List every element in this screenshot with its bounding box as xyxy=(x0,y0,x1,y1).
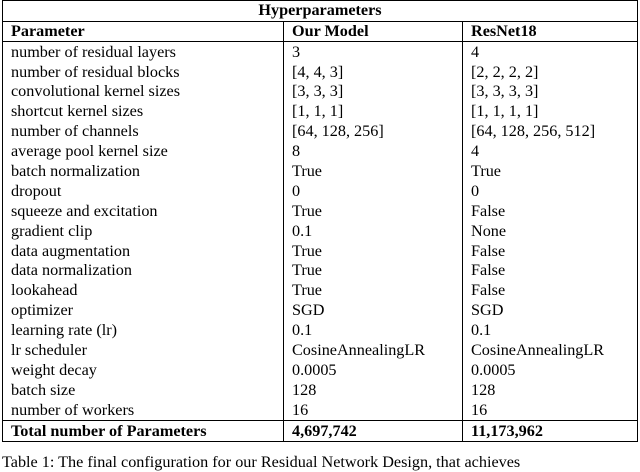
parameter-cell: learning rate (lr) xyxy=(3,321,284,341)
resnet18-cell: [1, 1, 1, 1] xyxy=(463,102,638,122)
table-title-row xyxy=(3,1,638,22)
parameter-cell: lookahead xyxy=(3,281,284,301)
our-model-cell: [1, 1, 1] xyxy=(284,102,463,122)
table-header-row xyxy=(3,22,638,42)
parameter-cell: squeeze and excitation xyxy=(3,202,284,222)
table-row xyxy=(3,182,638,202)
table-row xyxy=(3,281,638,301)
our-model-cell: 3 xyxy=(284,42,463,62)
resnet18-cell: False xyxy=(463,281,638,301)
resnet18-cell: SGD xyxy=(463,301,638,321)
table-row xyxy=(3,102,638,122)
table-row xyxy=(3,341,638,361)
table-row xyxy=(3,400,638,420)
table-row xyxy=(3,42,638,62)
our-model-cell: SGD xyxy=(284,301,463,321)
resnet18-cell: 0 xyxy=(463,182,638,202)
parameter-cell: number of channels xyxy=(3,122,284,142)
table-row xyxy=(3,261,638,281)
our-model-cell: 128 xyxy=(284,381,463,401)
our-model-cell: True xyxy=(284,202,463,222)
resnet18-cell: 4 xyxy=(463,142,638,162)
parameter-cell: batch size xyxy=(3,381,284,401)
table-title: Hyperparameters xyxy=(3,1,638,22)
parameter-cell: gradient clip xyxy=(3,221,284,241)
resnet18-cell: False xyxy=(463,241,638,261)
table-row xyxy=(3,62,638,82)
parameter-cell: batch normalization xyxy=(3,162,284,182)
our-model-cell: 0.0005 xyxy=(284,361,463,381)
table-body xyxy=(3,42,638,421)
header-parameter: Parameter xyxy=(3,22,284,42)
total-resnet18: 11,173,962 xyxy=(463,421,638,442)
our-model-cell: True xyxy=(284,281,463,301)
parameter-cell: lr scheduler xyxy=(3,341,284,361)
resnet18-cell: True xyxy=(463,162,638,182)
parameter-cell: number of residual blocks xyxy=(3,62,284,82)
resnet18-cell: [3, 3, 3, 3] xyxy=(463,82,638,102)
table-row xyxy=(3,202,638,222)
table-row xyxy=(3,221,638,241)
resnet18-cell: CosineAnnealingLR xyxy=(463,341,638,361)
resnet18-cell: 4 xyxy=(463,42,638,62)
parameter-cell: weight decay xyxy=(3,361,284,381)
our-model-cell: True xyxy=(284,241,463,261)
table-row xyxy=(3,142,638,162)
resnet18-cell: 0.0005 xyxy=(463,361,638,381)
our-model-cell: [4, 4, 3] xyxy=(284,62,463,82)
our-model-cell: 0 xyxy=(284,182,463,202)
resnet18-cell: False xyxy=(463,202,638,222)
table-row xyxy=(3,381,638,401)
our-model-cell: 8 xyxy=(284,142,463,162)
resnet18-cell: 0.1 xyxy=(463,321,638,341)
table-row xyxy=(3,361,638,381)
resnet18-cell: False xyxy=(463,261,638,281)
parameter-cell: number of residual layers xyxy=(3,42,284,62)
parameter-cell: convolutional kernel sizes xyxy=(3,82,284,102)
our-model-cell: True xyxy=(284,261,463,281)
hyperparameters-table xyxy=(2,0,638,442)
our-model-cell: 0.1 xyxy=(284,321,463,341)
table-caption: Table 1: The final configuration for our Residual Network Design, that achieves xyxy=(2,453,521,471)
resnet18-cell: None xyxy=(463,221,638,241)
parameter-cell: dropout xyxy=(3,182,284,202)
table-row xyxy=(3,321,638,341)
resnet18-cell: 16 xyxy=(463,400,638,420)
table-row xyxy=(3,162,638,182)
resnet18-cell: [64, 128, 256, 512] xyxy=(463,122,638,142)
our-model-cell: True xyxy=(284,162,463,182)
table-row xyxy=(3,301,638,321)
our-model-cell: CosineAnnealingLR xyxy=(284,341,463,361)
parameter-cell: number of workers xyxy=(3,400,284,420)
our-model-cell: 16 xyxy=(284,400,463,420)
total-label: Total number of Parameters xyxy=(3,421,284,442)
parameter-cell: data normalization xyxy=(3,261,284,281)
parameter-cell: shortcut kernel sizes xyxy=(3,102,284,122)
resnet18-cell: 128 xyxy=(463,381,638,401)
parameter-cell: average pool kernel size xyxy=(3,142,284,162)
resnet18-cell: [2, 2, 2, 2] xyxy=(463,62,638,82)
table-row xyxy=(3,82,638,102)
header-our-model: Our Model xyxy=(284,22,463,42)
header-resnet18: ResNet18 xyxy=(463,22,638,42)
table-row xyxy=(3,241,638,261)
our-model-cell: [64, 128, 256] xyxy=(284,122,463,142)
our-model-cell: [3, 3, 3] xyxy=(284,82,463,102)
parameter-cell: optimizer xyxy=(3,301,284,321)
table-row xyxy=(3,122,638,142)
total-our-model: 4,697,742 xyxy=(284,421,463,442)
total-row xyxy=(3,421,638,442)
parameter-cell: data augmentation xyxy=(3,241,284,261)
our-model-cell: 0.1 xyxy=(284,221,463,241)
